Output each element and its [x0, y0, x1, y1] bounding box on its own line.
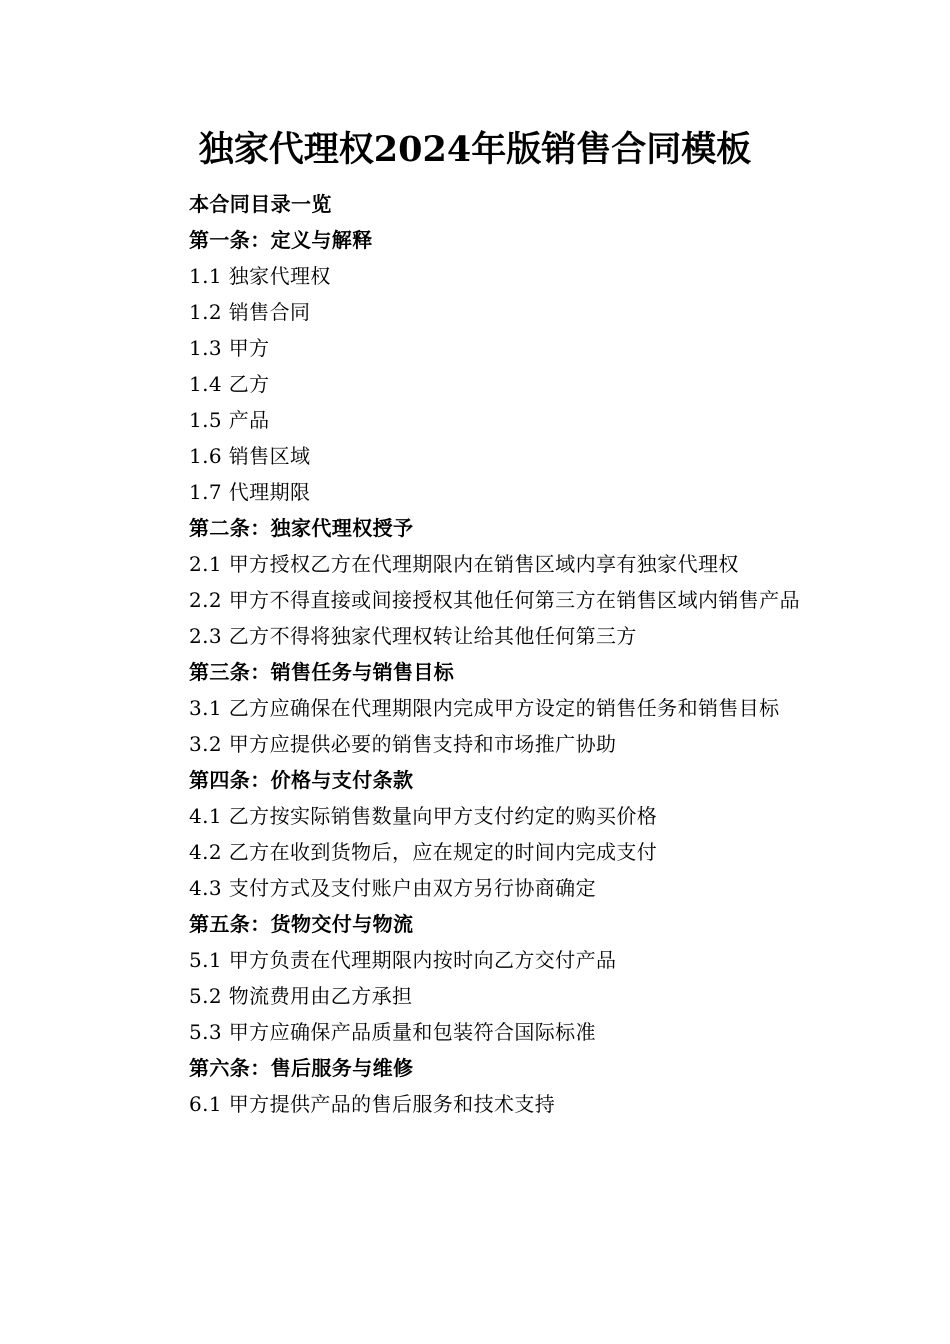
section-heading: 第三条：销售任务与销售目标 — [189, 660, 455, 684]
section-heading: 第二条：独家代理权授予 — [189, 516, 414, 540]
toc-item: 3.2 甲方应提供必要的销售支持和市场推广协助 — [189, 732, 617, 756]
section-heading: 第五条：货物交付与物流 — [189, 912, 414, 936]
toc-item: 1.3 甲方 — [189, 336, 270, 360]
toc-item: 5.1 甲方负责在代理期限内按时向乙方交付产品 — [189, 948, 617, 972]
document-title: 独家代理权2024年版销售合同模板 — [198, 129, 752, 170]
section-heading: 第一条：定义与解释 — [189, 228, 373, 252]
section-heading: 第四条：价格与支付条款 — [189, 768, 414, 792]
toc-heading: 本合同目录一览 — [189, 192, 332, 216]
toc-item: 5.3 甲方应确保产品质量和包装符合国际标准 — [189, 1020, 596, 1044]
toc-item: 3.1 乙方应确保在代理期限内完成甲方设定的销售任务和销售目标 — [189, 696, 780, 720]
toc-item: 1.6 销售区域 — [189, 444, 311, 468]
section-heading: 第六条：售后服务与维修 — [189, 1056, 414, 1080]
toc-item: 4.2 乙方在收到货物后，应在规定的时间内完成支付 — [189, 840, 658, 864]
toc-item: 5.2 物流费用由乙方承担 — [189, 984, 413, 1008]
toc-item: 1.5 产品 — [189, 408, 270, 432]
toc-item: 6.1 甲方提供产品的售后服务和技术支持 — [189, 1092, 556, 1116]
toc-item: 1.1 独家代理权 — [189, 264, 331, 288]
toc-item: 2.1 甲方授权乙方在代理期限内在销售区域内享有独家代理权 — [189, 552, 739, 576]
toc-item: 2.2 甲方不得直接或间接授权其他任何第三方在销售区域内销售产品 — [189, 588, 800, 612]
toc-item: 1.4 乙方 — [189, 372, 270, 396]
toc-item: 4.1 乙方按实际销售数量向甲方支付约定的购买价格 — [189, 804, 658, 828]
toc-item: 1.2 销售合同 — [189, 300, 311, 324]
toc-item: 1.7 代理期限 — [189, 480, 311, 504]
toc-item: 4.3 支付方式及支付账户由双方另行协商确定 — [189, 876, 596, 900]
contract-toc — [146, 186, 812, 1122]
toc-item: 2.3 乙方不得将独家代理权转让给其他任何第三方 — [189, 624, 637, 648]
